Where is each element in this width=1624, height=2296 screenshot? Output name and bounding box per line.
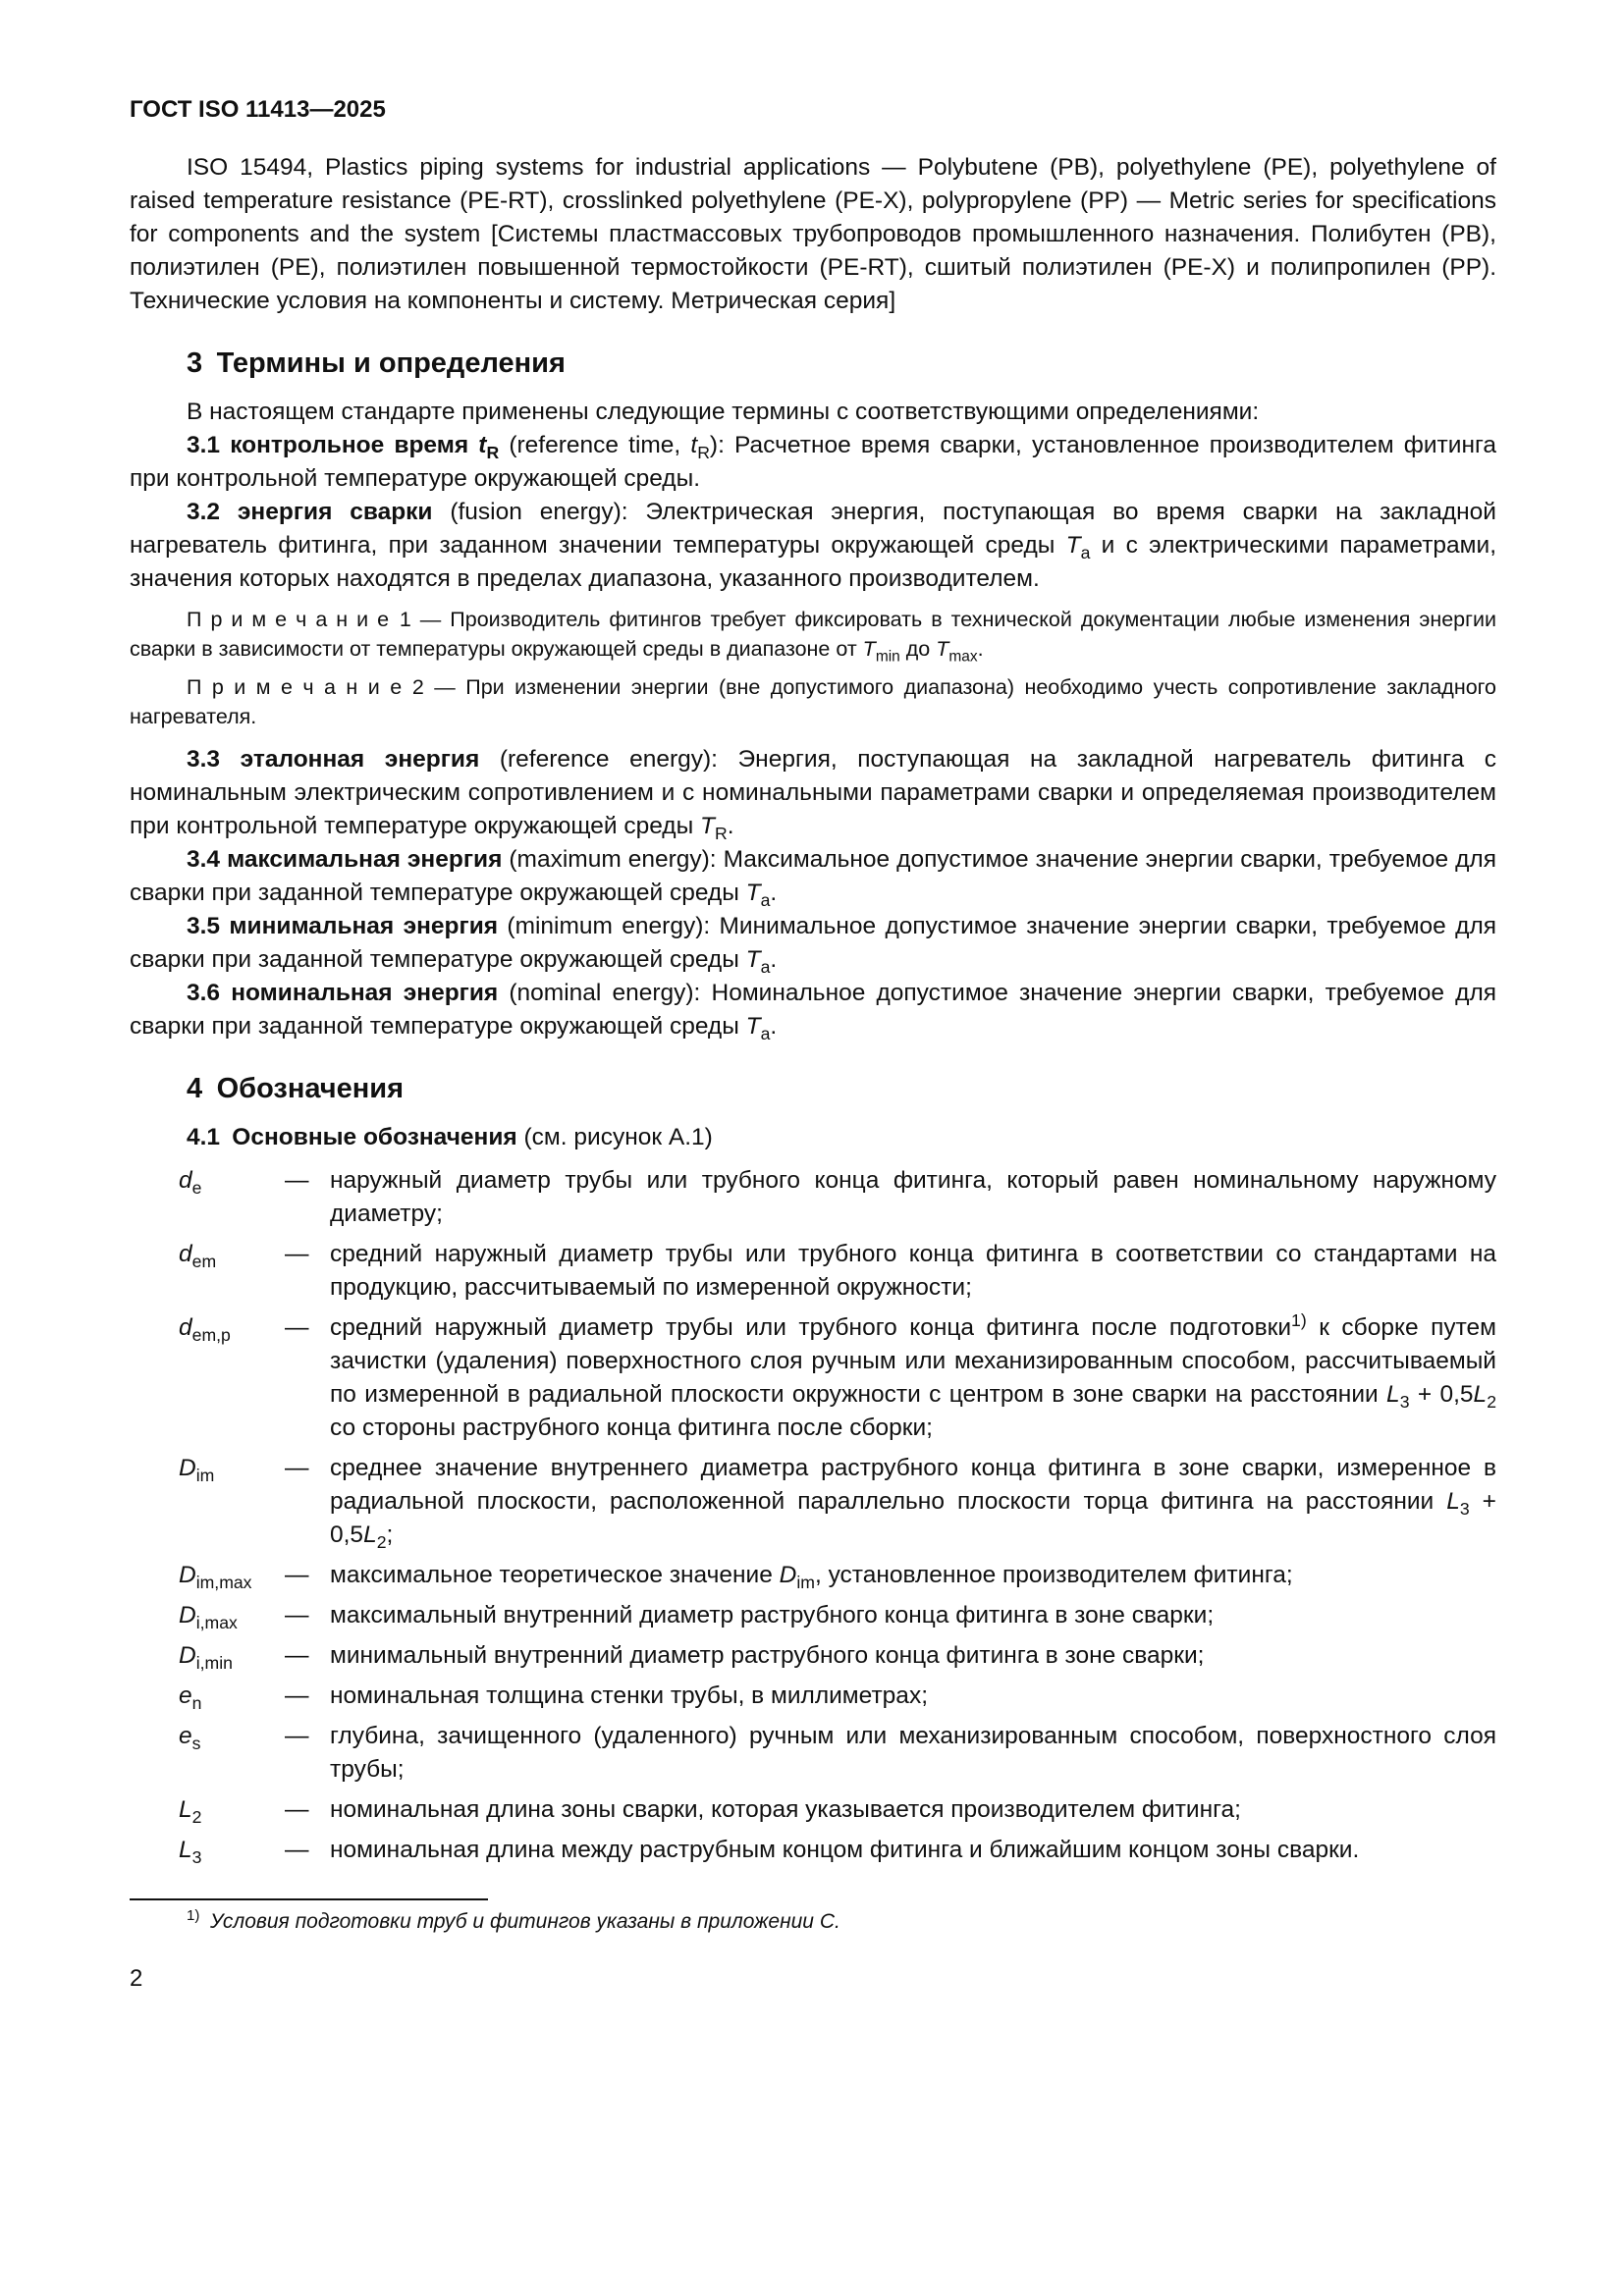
symbol-definition: номинальная длина зоны сварки, которая указывается производителем фитинга; bbox=[330, 1796, 1241, 1823]
symbol: $d_{em,p}$ bbox=[179, 1314, 231, 1345]
symbol-dash: — bbox=[285, 1314, 309, 1341]
symbol-dash: — bbox=[285, 1837, 309, 1863]
symbol: $D_{im}$ bbox=[179, 1455, 215, 1485]
symbol-dash: — bbox=[285, 1682, 309, 1709]
section-4-heading: 4 Обозначения bbox=[187, 1073, 404, 1104]
footnote: $^{1)}$ Условия подготовки труб и фитингов указаны в приложении С. bbox=[187, 1907, 840, 1933]
term-3-1: 3.1 контрольное время $t_R$ (reference time, $t_R$): Расчетное время сварки, установленное производителем фитинга при контрольной температуре окружающей среды. bbox=[130, 432, 1496, 492]
symbol-definition: средний наружный диаметр трубы или трубного конца фитинга после подготовки$^{1)}$ к сборке путем зачистки (удаления) поверхностного слоя ручным или механизированным способом, рассчитываемый по измеренной в радиальной плоскости окружности с центром в зоне сварки на расстоянии $L_3 + 0,5L_2$ со стороны раструбного конца фитинга после сборки; bbox=[330, 1309, 1497, 1441]
page-content bbox=[130, 96, 1496, 1993]
page-number: 2 bbox=[130, 1965, 143, 1992]
symbol: $d_e$ bbox=[179, 1167, 202, 1198]
symbol-dash: — bbox=[285, 1602, 309, 1629]
symbol-definition: минимальный внутренний диаметр раструбного конца фитинга в зоне сварки; bbox=[330, 1642, 1205, 1669]
footnote-separator bbox=[130, 1898, 488, 1900]
symbol: $D_{i,min}$ bbox=[179, 1642, 233, 1673]
symbol: $e_s$ bbox=[179, 1723, 201, 1753]
note-1: П р и м е ч а н и е 1 — Производитель фитингов требует фиксировать в технической документации любые изменения энергии сварки в зависимости от температуры окружающей среды в диапазоне от $T_{min}$ до $T_{max}$. bbox=[130, 608, 1496, 665]
symbol-definition: номинальная длина между раструбным концом фитинга и ближайшим концом зоны сварки. bbox=[330, 1837, 1360, 1863]
term-3-2: 3.2 энергия сварки (fusion energy): Электрическая энергия, поступающая во время сварки на закладной нагреватель фитинга, при заданном значении температуры окружающей среды $T_a$ и с электрическими параметрами, значения которых находятся в пределах диапазона, указанного производителем. bbox=[130, 499, 1497, 592]
symbol: $D_{im,max}$ bbox=[179, 1562, 252, 1592]
term-3-5: 3.5 минимальная энергия (minimum energy): Минимальное допустимое значение энергии сварки, требуемое для сварки при заданной температуре окружающей среды $T_a$. bbox=[130, 913, 1497, 977]
symbol: $D_{i,max}$ bbox=[179, 1602, 238, 1632]
symbol-dash: — bbox=[285, 1796, 309, 1823]
symbol-dash: — bbox=[285, 1167, 309, 1194]
symbol: $d_{em}$ bbox=[179, 1241, 217, 1271]
symbol: $L_2$ bbox=[179, 1796, 202, 1827]
symbol-definition: средний наружный диаметр трубы или трубного конца фитинга в соответствии со стандартами на продукцию, рассчитываемый по измеренной окружности; bbox=[330, 1241, 1496, 1301]
symbols-list bbox=[130, 1164, 1496, 1867]
symbol-definition: среднее значение внутреннего диаметра раструбного конца фитинга в зоне сварки, измеренное в радиальной плоскости, расположенной параллельно плоскости торца фитинга на расстоянии $L_3 + 0,5L_2$; bbox=[330, 1455, 1496, 1552]
symbol-definition: глубина, зачищенного (удаленного) ручным или механизированным способом, поверхностного слоя трубы; bbox=[330, 1723, 1496, 1783]
symbol-dash: — bbox=[285, 1723, 309, 1749]
symbol-definition: номинальная толщина стенки трубы, в миллиметрах; bbox=[330, 1682, 928, 1709]
symbol-dash: — bbox=[285, 1455, 309, 1481]
note-2: П р и м е ч а н и е 2 — При изменении энергии (вне допустимого диапазона) необходимо учесть сопротивление закладного нагревателя. bbox=[130, 675, 1496, 728]
section-3-heading: 3 Термины и определения bbox=[187, 347, 566, 379]
symbol: $e_n$ bbox=[179, 1682, 202, 1713]
symbol-dash: — bbox=[285, 1241, 309, 1267]
document-code: ГОСТ ISO 11413—2025 bbox=[130, 96, 386, 123]
symbol-dash: — bbox=[285, 1642, 309, 1669]
symbol-definition: максимальный внутренний диаметр раструбного конца фитинга в зоне сварки; bbox=[330, 1602, 1215, 1629]
term-3-6: 3.6 номинальная энергия (nominal energy): Номинальное допустимое значение энергии сварки, требуемое для сварки при заданной температуре окружающей среды $T_a$. bbox=[130, 980, 1497, 1043]
terms-lead-paragraph: В настоящем стандарте применены следующие термины с соответствующими определениями: bbox=[187, 399, 1260, 425]
symbol-dash: — bbox=[285, 1562, 309, 1588]
symbol-definition: максимальное теоретическое значение $D_{im}$, установленное производителем фитинга; bbox=[330, 1562, 1293, 1592]
term-3-3: 3.3 эталонная энергия (reference energy): Энергия, поступающая на закладной нагреватель фитинга с номинальным электрическим сопротивлением и с номинальными параметрами сварки и определяемая производителем при контрольной температуре окружающей среды $T_R$. bbox=[130, 746, 1496, 843]
intro-paragraph: ISO 15494, Plastics piping systems for industrial applications — Polybutene (PB), polyethylene (PE), polyethylene of raised temperature resistance (PE-RT), crosslinked polyethylene (PE-X), polypropylene (PP) — Metric series for specifications for components and the system [Системы пластмассовых трубопроводов промышленного назначения. Полибутен (PB), полиэтилен (PE), полиэтилен повышенной термостойкости (PE-RT), сшитый полиэтилен (PE-X) и полипропилен (PP). Технические условия на компоненты и систему. Метрическая серия] bbox=[130, 154, 1496, 314]
term-3-4: 3.4 максимальная энергия (maximum energy): Максимальное допустимое значение энергии сварки, требуемое для сварки при заданной температуре окружающей среды $T_a$. bbox=[130, 846, 1496, 910]
symbol: $L_3$ bbox=[179, 1837, 202, 1867]
subsection-4-1-heading: 4.1 Основные обозначения (см. рисунок А.1) bbox=[187, 1124, 713, 1150]
symbol-definition: наружный диаметр трубы или трубного конца фитинга, который равен номинальному наружному диаметру; bbox=[330, 1167, 1496, 1227]
